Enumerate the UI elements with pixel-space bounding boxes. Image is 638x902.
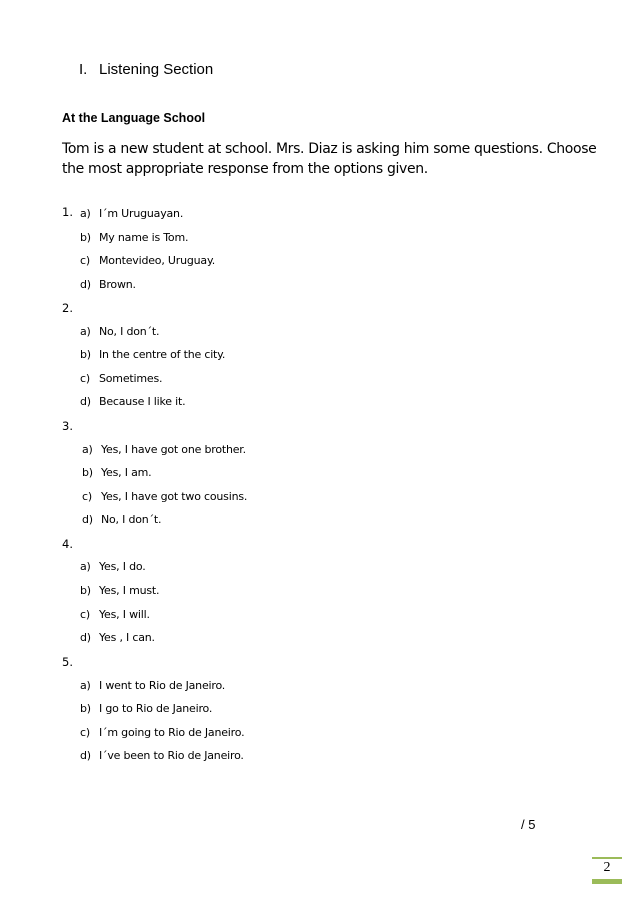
answer-option xyxy=(80,560,146,573)
answer-option xyxy=(82,490,247,503)
option-text: I´m going to Rio de Janeiro. xyxy=(99,726,245,739)
answer-option xyxy=(82,513,161,526)
option-letter: b) xyxy=(80,702,91,715)
option-letter: b) xyxy=(80,584,91,597)
option-text: I´ve been to Rio de Janeiro. xyxy=(99,749,244,762)
option-letter: b) xyxy=(80,348,91,361)
answer-option xyxy=(80,372,162,385)
option-text: Yes, I do. xyxy=(99,560,146,573)
option-text: Yes, I will. xyxy=(99,608,150,621)
answer-option xyxy=(80,278,136,291)
answer-option xyxy=(82,443,246,456)
answer-option xyxy=(80,726,244,739)
option-letter: d) xyxy=(80,278,91,291)
answer-option xyxy=(80,231,188,244)
answer-option xyxy=(80,608,150,621)
option-letter: a) xyxy=(82,443,93,456)
option-letter: d) xyxy=(80,631,91,644)
option-text: Yes, I am. xyxy=(101,466,152,479)
question-number: 3. xyxy=(62,419,73,433)
option-letter: a) xyxy=(80,679,91,692)
answer-option xyxy=(80,254,215,267)
answer-option xyxy=(80,631,155,644)
option-text: Brown. xyxy=(99,278,136,291)
question-number: 4. xyxy=(62,537,73,551)
option-text: Montevideo, Uruguay. xyxy=(99,254,215,267)
option-text: Yes, I have got two cousins. xyxy=(101,490,248,503)
option-letter: d) xyxy=(82,513,93,526)
option-text: Yes, I have got one brother. xyxy=(101,443,246,456)
option-text: I´m Uruguayan. xyxy=(99,207,184,220)
answer-option xyxy=(80,395,185,408)
option-letter: c) xyxy=(80,372,90,385)
section-title: Listening Section xyxy=(99,61,214,78)
option-letter: d) xyxy=(80,395,91,408)
option-letter: c) xyxy=(82,490,92,503)
option-text: In the centre of the city. xyxy=(99,348,226,361)
option-letter: a) xyxy=(80,207,91,220)
option-letter: c) xyxy=(80,726,90,739)
option-text: I go to Rio de Janeiro. xyxy=(99,702,213,715)
option-text: I went to Rio de Janeiro. xyxy=(99,679,226,692)
page-number: 2 xyxy=(603,860,611,875)
answer-option xyxy=(80,584,159,597)
answer-option xyxy=(80,207,183,220)
option-text: Yes, I must. xyxy=(99,584,160,597)
option-text: My name is Tom. xyxy=(99,231,189,244)
option-text: Sometimes. xyxy=(99,372,163,385)
option-text: Yes , I can. xyxy=(99,631,155,644)
answer-option xyxy=(80,702,212,715)
section-heading xyxy=(79,61,213,78)
option-letter: d) xyxy=(80,749,91,762)
page-number-bottom-bar xyxy=(592,879,622,884)
option-letter: b) xyxy=(82,466,93,479)
score-label: / 5 xyxy=(521,817,536,832)
question-number: 5. xyxy=(62,655,73,669)
question-number: 2. xyxy=(62,301,73,315)
option-letter: c) xyxy=(80,608,90,621)
section-number: I. xyxy=(79,61,88,78)
option-letter: a) xyxy=(80,560,91,573)
option-text: Because I like it. xyxy=(99,395,186,408)
answer-option xyxy=(80,679,225,692)
answer-option xyxy=(80,348,225,361)
intro-paragraph: Tom is a new student at school. Mrs. Diaz is asking him some questions. Choose the most appropriate response from the options given. xyxy=(62,141,597,177)
answer-option xyxy=(82,466,151,479)
option-letter: a) xyxy=(80,325,91,338)
option-letter: c) xyxy=(80,254,90,267)
answer-option xyxy=(80,749,244,762)
option-text: No, I don´t. xyxy=(101,513,162,526)
page-number-top-rule xyxy=(592,857,622,859)
question-number: 1. xyxy=(62,205,73,219)
answer-option xyxy=(80,325,159,338)
option-letter: b) xyxy=(80,231,91,244)
subheading: At the Language School xyxy=(62,111,206,125)
option-text: No, I don´t. xyxy=(99,325,160,338)
